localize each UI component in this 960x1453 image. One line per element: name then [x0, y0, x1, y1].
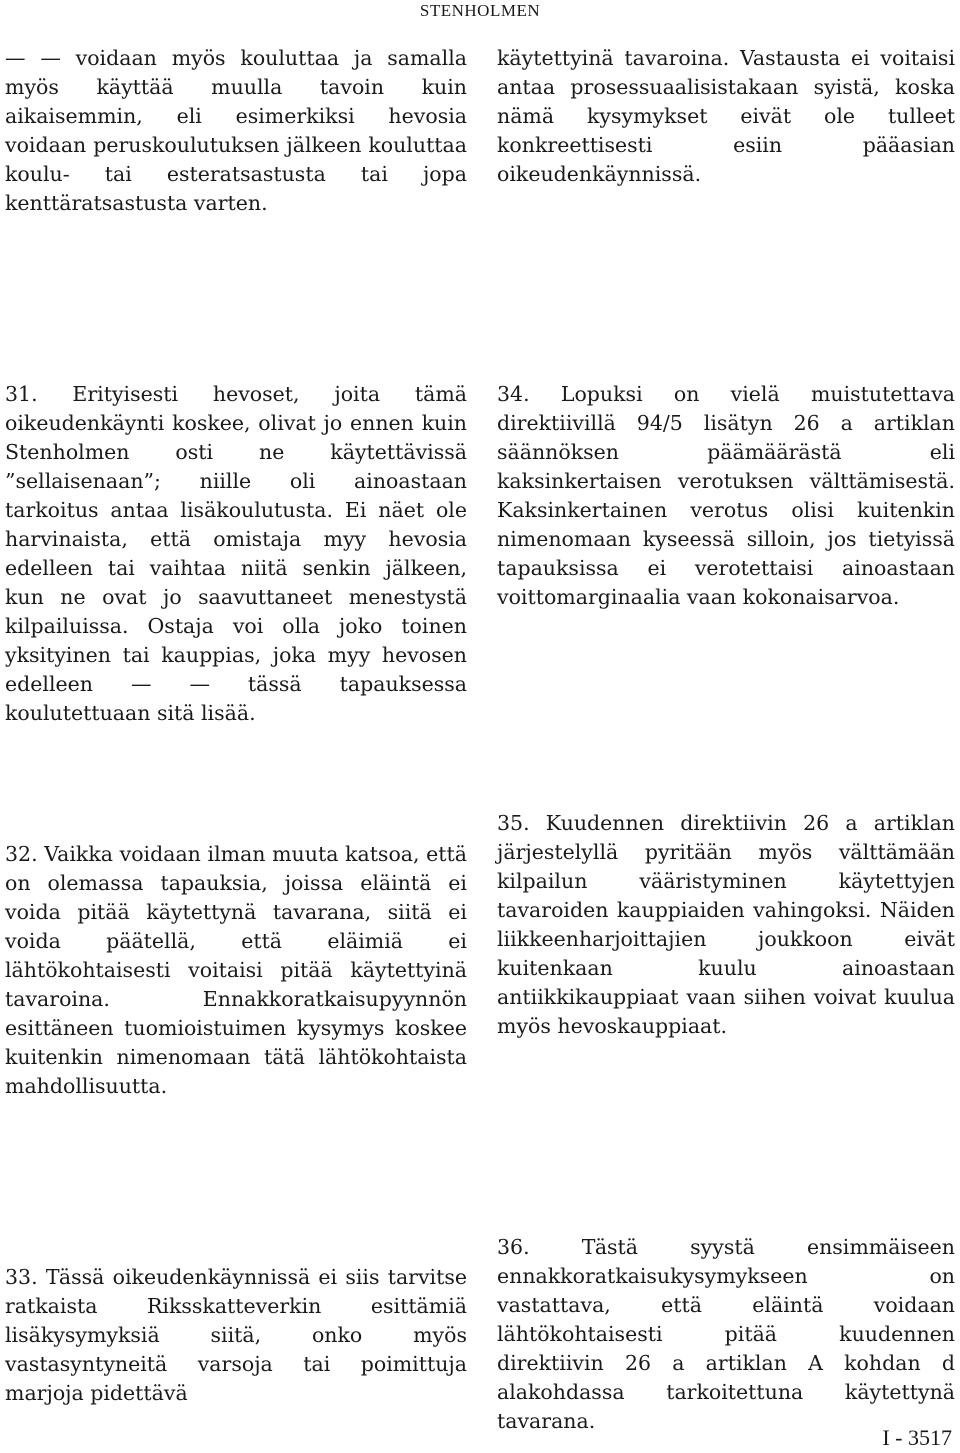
- paragraph-35: 35. Kuudennen direktiivin 26 a artiklan järjestelyllä pyritään myös välttämään kilpailun vääristyminen käytettyjen tavaroiden kauppiaiden vahingoksi. Näiden liikkeenharjoittajien joukkoon eivät kuitenkaan kuulu ainoastaan antiikkikauppiaat vaan siihen voivat kuulua myös hevoskauppiaat.: [497, 811, 955, 1038]
- paragraph-31: 31. Erityisesti hevoset, joita tämä oikeudenkäynti koskee, olivat jo ennen kuin Stenholmen osti ne käytettävissä ”sellaisenaan”; niille oli ainoastaan tarkoitus antaa lisäkoulutusta. Ei näet ole harvinaista, että omistaja myy hevosia edelleen tai vaihtaa niitä senkin jälkeen, kun ne ovat jo saavuttaneet menestystä kilpailuissa. Ostaja voi olla joko toinen yksityinen tai kauppias, joka myy hevosen edelleen — — tässä tapauksessa koulutettuaan sitä lisää.: [5, 382, 467, 725]
- paragraph-34: 34. Lopuksi on vielä muistutettava direktiivillä 94/5 lisätyn 26 a artiklan säännöksen päämäärästä eli kaksinkertaisen verotuksen välttämisestä. Kaksinkertainen verotus olisi kuitenkin nimenomaan kyseessä silloin, jos tietyissä tapauksissa ei verotettaisi ainoastaan voittomarginaalia vaan kokonaisarvoa.: [497, 382, 955, 609]
- paragraph-32: 32. Vaikka voidaan ilman muuta katsoa, että on olemassa tapauksia, joissa eläintä ei voida pitää käytettynä tavarana, siitä ei voida päätellä, että eläimiä ei lähtökohtaisesti voitaisi pitää käytettyinä tavaroina. Ennakkoratkaisupyynnön esittäneen tuomioistuimen kysymys koskee kuitenkin nimenomaan tätä lähtökohtaista mahdollisuutta.: [5, 842, 467, 1098]
- running-header: STENHOLMEN: [419, 1, 541, 20]
- paragraph-33: 33. Tässä oikeudenkäynnissä ei siis tarvitse ratkaista Riksskatteverkin esittämiä lisäkysymyksiä siitä, onko myös vastasyntyneitä varsoja tai poimittuja marjoja pidettävä: [5, 1265, 467, 1405]
- left-continuation-paragraph: — — voidaan myös kouluttaa ja samalla myös käyttää muulla tavoin kuin aikaisemmin, eli esimerkiksi hevosia voidaan peruskoulutuksen jälkeen kouluttaa koulu- tai esteratsastusta tai jopa kenttäratsastusta varten.: [5, 46, 467, 215]
- page-number: I - 3517: [882, 1425, 952, 1450]
- paragraph-36: 36. Tästä syystä ensimmäiseen ennakkoratkaisukysymykseen on vastattava, että eläintä voidaan lähtökohtaisesti pitää kuudennen direktiivin 26 a artiklan A kohdan d alakohdassa tarkoitettuna käytettynä tavarana.: [497, 1235, 955, 1433]
- right-continuation-paragraph: käytettyinä tavaroina. Vastausta ei voitaisi antaa prosessuaalisistakaan syistä, koska nämä kysymykset eivät ole tulleet konkreettisesti esiin pääasian oikeudenkäynnissä.: [497, 46, 955, 186]
